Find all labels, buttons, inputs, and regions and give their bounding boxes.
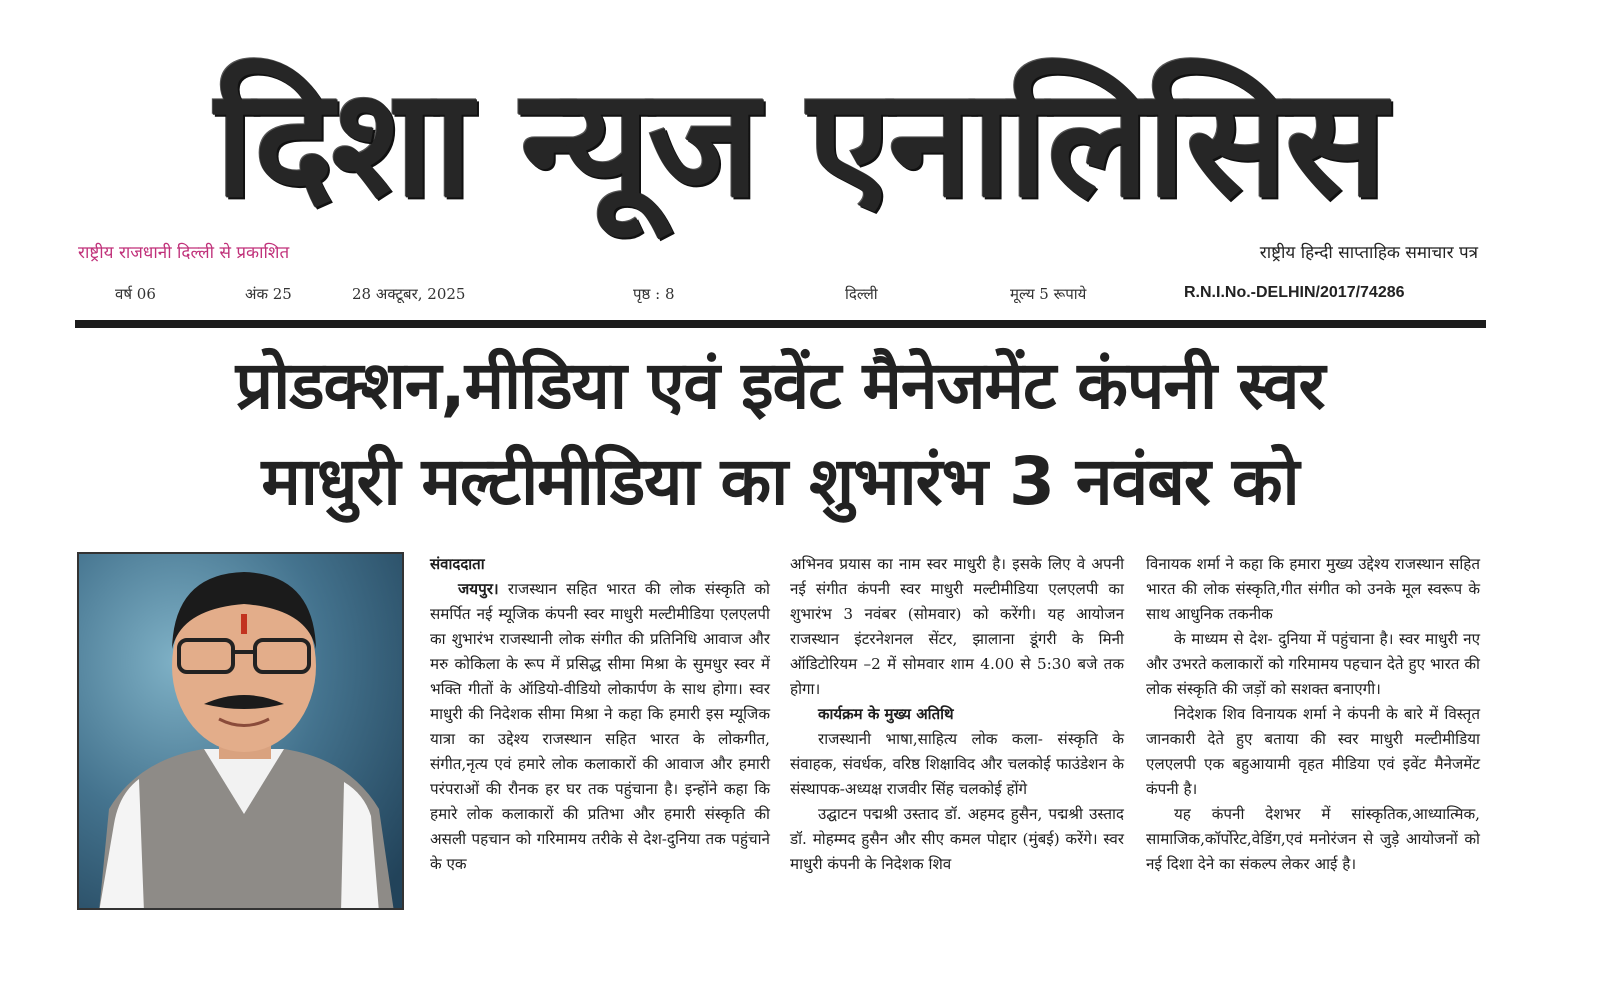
column-2-paragraph-2: राजस्थानी भाषा,साहित्य लोक कला- संस्कृति के संवाहक, संवर्धक, वरिष्ठ शिक्षाविद और चलकोई फाउंडेशन के संस्थापक-अध्यक्ष राजवीर सिंह चलकोई होंगे — [790, 730, 1124, 798]
issue-pages: पृष्ठ : 8 — [633, 285, 675, 303]
column-3-paragraph-1: विनायक शर्मा ने कहा कि हमारा मुख्य उद्देश्य राजस्थान सहित भारत की लोक संस्कृति,गीत संगीत को उनके मूल स्वरूप के साथ आधुनिक तकनीक — [1146, 555, 1480, 623]
issue-city: दिल्ली — [845, 285, 878, 303]
headline-line-2: माधुरी मल्टीमीडिया का शुभारंभ 3 नवंबर को — [261, 443, 1299, 520]
article-column-3 — [1146, 552, 1480, 877]
column-3-paragraph-4: यह कंपनी देशभर में सांस्कृतिक,आध्यात्मिक, सामाजिक,कॉर्पोरेट,वेडिंग,एवं मनोरंजन से जुड़े आयोजनों को नई दिशा देने का संकल्प लेकर आई है। — [1146, 805, 1480, 873]
column-3-paragraph-2: के माध्यम से देश- दुनिया में पहुंचाना है। स्वर माधुरी नए और उभरते कलाकारों को गरिमामय पहचान देते हुए भारत की लोक संस्कृति की जड़ों को सशक्त बनाएगी। — [1146, 630, 1480, 698]
column-2-paragraph-3: उद्घाटन पद्मश्री उस्ताद डॉ. अहमद हुसैन, पद्मश्री उस्ताद डॉ. मोहम्मद हुसैन और सीए कमल पोद्दार (मुंबई) करेंगे। स्वर माधुरी कंपनी के निदेशक शिव — [790, 805, 1124, 873]
tagline-published-from: राष्ट्रीय राजधानी दिल्ली से प्रकाशित — [78, 243, 290, 263]
dateline-place: जयपुर। — [458, 580, 499, 598]
rni-number: R.N.I.No.-DELHIN/2017/74286 — [1184, 284, 1405, 301]
director-photo — [77, 552, 404, 910]
byline: संवाददाता — [430, 555, 485, 573]
article-headline — [60, 338, 1500, 530]
headline-line-1: प्रोडक्शन,मीडिया एवं इवेंट मैनेजमेंट कंपनी स्वर — [235, 347, 1325, 424]
issue-year: वर्ष 06 — [115, 285, 156, 303]
portrait-illustration — [79, 554, 404, 910]
column-1-text: राजस्थान सहित भारत की लोक संस्कृति को समर्पित नई म्यूजिक कंपनी स्वर माधुरी मल्टीमीडिया एलएलपी का शुभारंभ राजस्थानी लोक संगीत की प्रतिनिधि आवाज और मरु कोकिला के रूप में प्रसिद्ध सीमा मिश्रा के सुमधुर स्वर में भक्ति गीतों के ऑडियो-वीडियो लोकार्पण के साथ होगा। स्वर माधुरी की निदेशक सीमा मिश्रा ने कहा कि हमारी इस म्यूजिक यात्रा का उद्देश्य राजस्थान सहित भारत के लोकगीत, संगीत,नृत्य एवं हमारे लोक कलाकारों की आवाज और हमारी परंपराओं की रौनक हर घर तक पहुंचाना है। इन्होंने कहा कि हमारे लोक कलाकारों की प्रतिभा और हमारी संस्कृति की असली पहचान को गरिमामय तरीके से देश-दुनिया तक पहुंचाने के एक — [430, 580, 770, 873]
newspaper-title: दिशा न्यूज एनालिसिस — [215, 57, 1385, 231]
column-2-paragraph-1: अभिनव प्रयास का नाम स्वर माधुरी है। इसके लिए वे अपनी नई संगीत कंपनी स्वर माधुरी मल्टीमीडिया एलएलपी का शुभारंभ 3 नवंबर (सोमवार) को करेंगी। यह आयोजन राजस्थान इंटरनेशनल सेंटर, झालाना डूंगरी के मिनी ऑडिटोरियम –2 में सोमवार शाम 4.00 से 5:30 बजे तक होगा। — [790, 555, 1124, 698]
chief-guests-subheading: कार्यक्रम के मुख्य अतिथि — [818, 705, 954, 723]
masthead-divider — [75, 320, 1486, 328]
issue-price: मूल्य 5 रूपाये — [1010, 285, 1087, 303]
issue-number: अंक 25 — [245, 285, 292, 303]
article-column-1 — [430, 552, 770, 877]
column-3-paragraph-3: निदेशक शिव विनायक शर्मा ने कंपनी के बारे में विस्तृत जानकारी देते हुए बताया की स्वर माधुरी मल्टीमीडिया एलएलपी एक बहुआयामी वृहत मीडिया एवं इवेंट मैनेजमेंट कंपनी है। — [1146, 705, 1480, 798]
tagline-weekly: राष्ट्रीय हिन्दी साप्ताहिक समाचार पत्र — [1259, 243, 1478, 263]
issue-date: 28 अक्टूबर, 2025 — [352, 285, 466, 303]
article-column-2 — [790, 552, 1124, 877]
issue-info-bar — [0, 284, 1600, 306]
